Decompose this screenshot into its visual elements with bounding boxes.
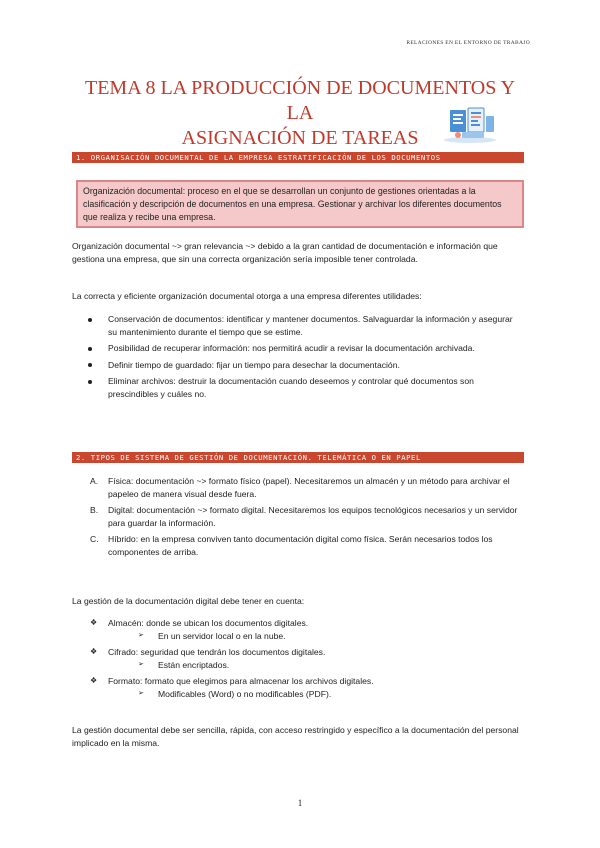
definition-box: Organización documental: proceso en el que se desarrollan un conjunto de gestiones orientadas a la clasificación y descripción de documentos en una empresa. Gestionar y archivar los diferentes documentos que realiza y recibe una empresa. xyxy=(76,180,524,228)
sub-list-item: ➢ Modificables (Word) o no modificables (PDF). xyxy=(138,688,332,699)
list-marker: B. xyxy=(90,505,99,515)
list-item: ❖ Almacén: donde se ubican los documentos digitales. ➢ En un servidor local o en la nube. xyxy=(90,617,524,642)
arrow-bullet-icon: ➢ xyxy=(138,689,144,697)
documents-illustration-icon xyxy=(442,104,498,144)
paragraph-conclusion: La gestión documental debe ser sencilla, rápida, con acceso restringido y específico a la documentación del personal implicado en la misma. xyxy=(72,725,519,748)
title-line-2: ASIGNACIÓN DE TAREAS xyxy=(181,127,419,149)
list-marker: C. xyxy=(90,534,99,544)
section-1-heading: 1. ORGANISACIÓN DOCUMENTAL DE LA EMPRESA ESTRATIFICACIÓN DE LOS DOCUMENTOS xyxy=(72,152,524,163)
list-marker: A. xyxy=(90,476,99,486)
list-item: Eliminar archivos: destruir la documentación cuando deseemos y controlar qué documentos son prescindibles y cuáles no. xyxy=(86,375,524,400)
list-item: Definir tiempo de guardado: fijar un tiempo para desechar la documentación. xyxy=(86,359,524,372)
list-item: ❖ Formato: formato que elegimos para almacenar los archivos digitales. ➢ Modificables (Word) o no modificables (PDF). xyxy=(90,675,524,700)
sub-list-item: ➢ Están encriptados. xyxy=(138,659,230,670)
arrow-bullet-icon: ➢ xyxy=(138,631,144,639)
section-2-heading: 2. TIPOS DE SISTEMA DE GESTIÓN DE DOCUMENTACIÓN. TELEMÁTICA O EN PAPEL xyxy=(72,452,524,463)
bullet-icon xyxy=(88,318,92,322)
list-item: A. Física: documentación ~> formato físico (papel). Necesitaremos un almacén y un método para archivar el papeleo de manera visual desde fuera. xyxy=(90,476,510,499)
diamond-bullet-icon: ❖ xyxy=(90,618,98,627)
running-header: RELACIONES EN EL ENTORNO DE TRABAJO xyxy=(406,40,530,46)
paragraph-digital-intro: La gestión de la documentación digital debe tener en cuenta: xyxy=(72,596,305,606)
bullet-icon xyxy=(88,380,92,384)
title-line-1: TEMA 8 LA PRODUCCIÓN DE DOCUMENTOS Y LA xyxy=(84,77,516,124)
list-item: Posibilidad de recuperar información: nos permitirá acudir a revisar la documentación archivada. xyxy=(86,342,524,355)
sub-list-item: ➢ En un servidor local o en la nube. xyxy=(138,630,286,641)
bullet-icon xyxy=(88,363,92,367)
diamond-bullet-icon: ❖ xyxy=(90,647,98,656)
list-item: B. Digital: documentación ~> formato digital. Necesitaremos los equipos tecnológicos necesarios y un servidor para guardar la información. xyxy=(90,505,518,528)
utilities-list xyxy=(86,313,524,400)
arrow-bullet-icon: ➢ xyxy=(138,660,144,668)
bullet-icon xyxy=(88,347,92,351)
paragraph-utilities-intro: La correcta y eficiente organización documental otorga a una empresa diferentes utilidades: xyxy=(72,291,422,301)
diamond-bullet-icon: ❖ xyxy=(90,676,98,685)
page-number: 1 xyxy=(297,798,303,808)
list-item: ❖ Cifrado: seguridad que tendrán los documentos digitales. ➢ Están encriptados. xyxy=(90,646,524,671)
digital-management-list xyxy=(90,617,524,700)
paragraph-relevance: Organización documental ~> gran relevancia ~> debido a la gran cantidad de documentación e información que gestiona una empresa, que sin una correcta organización sería imposible tener controlada. xyxy=(72,241,498,264)
document-types-list xyxy=(90,475,524,558)
list-item: Conservación de documentos: identificar y mantener documentos. Salvaguardar la información y asegurar su mantenimiento durante el tiempo que se estime. xyxy=(86,313,524,338)
list-item: C. Híbrido: en la empresa conviven tanto documentación digital como física. Serán necesarios todos los componentes de arriba. xyxy=(90,534,493,557)
